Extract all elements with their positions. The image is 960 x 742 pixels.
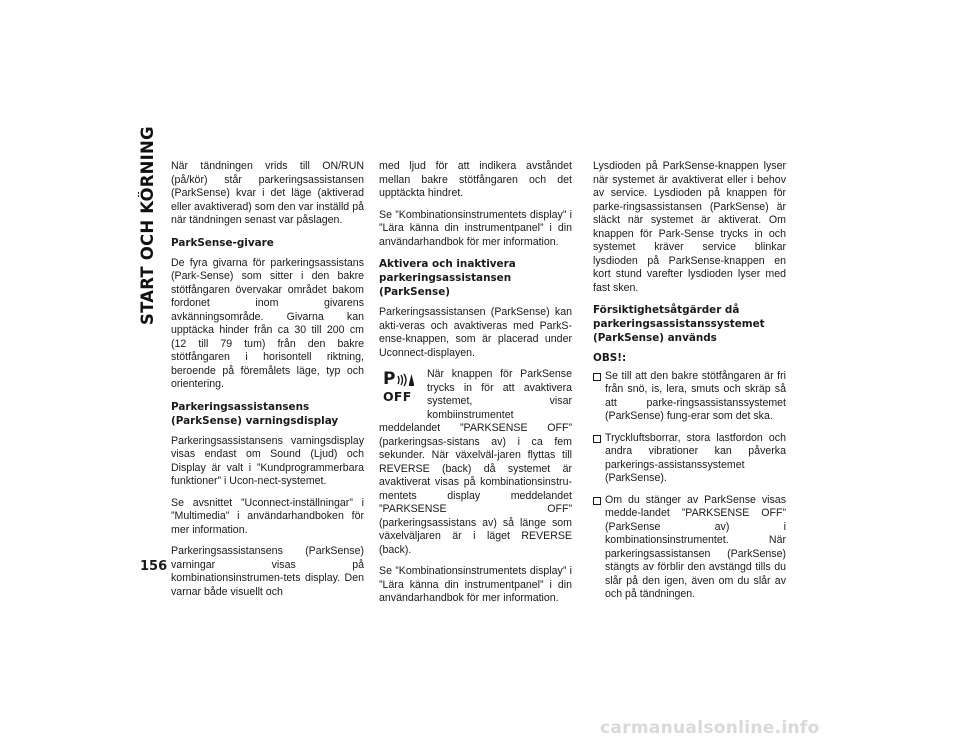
paragraph: När tändningen vrids till ON/RUN (på/kör) står parkeringsassistansen (ParkSense) kvar i det läge (aktiverad eller avaktiverad) som den var inställd på när tändningen senast var påslagen. xyxy=(171,160,364,226)
list-item: Om du stänger av ParkSense visas medde-landet ”PARKSENSE OFF” (ParkSense av) i kombinationsinstrumentet. När parkeringsassistansen (ParkSense) stängts av förblir den avstängd tills du slår på den igen, även om du slår av och på tändningen. xyxy=(593,494,786,602)
bullet-list xyxy=(593,370,786,602)
paragraph: De fyra givarna för parkeringsassistans (Park-Sense) som sitter i den bakre stötfångaren övervakar området bakom fordonet inom givarens avkänningsområde. Givarna kan upptäcka hinder från ca 30 till 200 cm (12 till 79 tum) från den bakre stötfångaren i horisontell riktning, beroende på föremålets läge, typ och orientering. xyxy=(171,256,364,390)
paragraph: Parkeringsassistansens (ParkSense) varningar visas på kombinationsinstrumen-tets display. Den varnar både visuellt och xyxy=(171,545,364,598)
sensor-waves-icon xyxy=(396,371,414,387)
icon-off-label: OFF xyxy=(383,389,412,404)
heading-warning-display: Parkeringsassistansens (ParkSense) varningsdisplay xyxy=(171,400,339,427)
icon-letter: P xyxy=(383,369,396,389)
heading-parksense-sensors: ParkSense-givare xyxy=(171,236,274,249)
paragraph: När knappen för ParkSense trycks in för att avaktivera systemet, visar kombiinstrumentet meddelandet ”PARKSENSE OFF” (parkeringsas-sistans av) i ca fem sekunder. När växelväl-jaren flyttas till REVERSE (back) då systemet är avaktiverat visas på kombinationsinstru-mentets display meddelandet ”PARKSENSE OFF” (parkeringsassistans av) så länge som växelväljaren är i läget REVERSE (back). xyxy=(379,368,572,556)
column-2 xyxy=(379,160,572,614)
paragraph: Se avsnittet ”Uconnect-inställningar” i ”Multimedia” i användarhandboken för mer information. xyxy=(171,496,364,536)
heading-precautions: Försiktighetsåtgärder då parkeringsassistanssystemet (ParkSense) används xyxy=(593,304,765,344)
paragraph: med ljud för att indikera avståndet mellan bakre stötfångaren och det upptäckta hindret. xyxy=(379,160,572,199)
column-1 xyxy=(171,160,364,607)
list-item: Se till att den bakre stötfångaren är fri från snö, is, lera, smuts och skräp så att parke-ringsassistanssystemet (ParkSense) fung-erar som det ska. xyxy=(593,370,786,424)
section-tab: START OCH KÖRNING xyxy=(138,126,157,325)
column-3 xyxy=(593,160,786,610)
paragraph: Lysdioden på ParkSense-knappen lyser när systemet är avaktiverat eller i behov av service. Lysdioden på knappen för parke-ringsassistansen (ParkSense) är släckt när systemet är aktiverat. Om knappen för Park-Sense trycks in och systemet kräver service blinkar lysdioden på ParkSense-knappen en kort stund varefter lysdioden lyser med fast sken. xyxy=(593,160,786,294)
note-label: OBS!: xyxy=(593,352,627,364)
checkbox-bullet-icon xyxy=(593,497,601,505)
watermark-logo: carmanualsonline.info xyxy=(600,718,820,738)
heading-activate-deactivate: Aktivera och inaktivera parkeringsassistansen (ParkSense) xyxy=(379,258,516,298)
paragraph: Parkeringsassistansen (ParkSense) kan akti-veras och avaktiveras med ParkS-ense-knappen, som är placerad under Uconnect-displayen. xyxy=(379,306,572,359)
checkbox-bullet-icon xyxy=(593,373,601,381)
paragraph: Se ”Kombinationsinstrumentets display” i ”Lära känna din instrumentpanel” i din användarhandbok för mer information. xyxy=(379,208,572,248)
checkbox-bullet-icon xyxy=(593,435,601,443)
paragraph: Parkeringsassistansens varningsdisplay visas endast om Sound (Ljud) och Display är valt i ”Kundprogrammerbara funktioner” i Ucon-nect-systemet. xyxy=(171,434,364,487)
page-number: 156 xyxy=(140,559,168,574)
parksense-off-icon xyxy=(379,370,423,414)
paragraph: Se ”Kombinationsinstrumentets display” i ”Lära känna din instrumentpanel” i din användarhandbok för mer information. xyxy=(379,565,572,604)
list-item: Tryckluftsborrar, stora lastfordon och andra vibrationer kan påverka parkerings-assistanssystemet (ParkSense). xyxy=(593,432,786,486)
